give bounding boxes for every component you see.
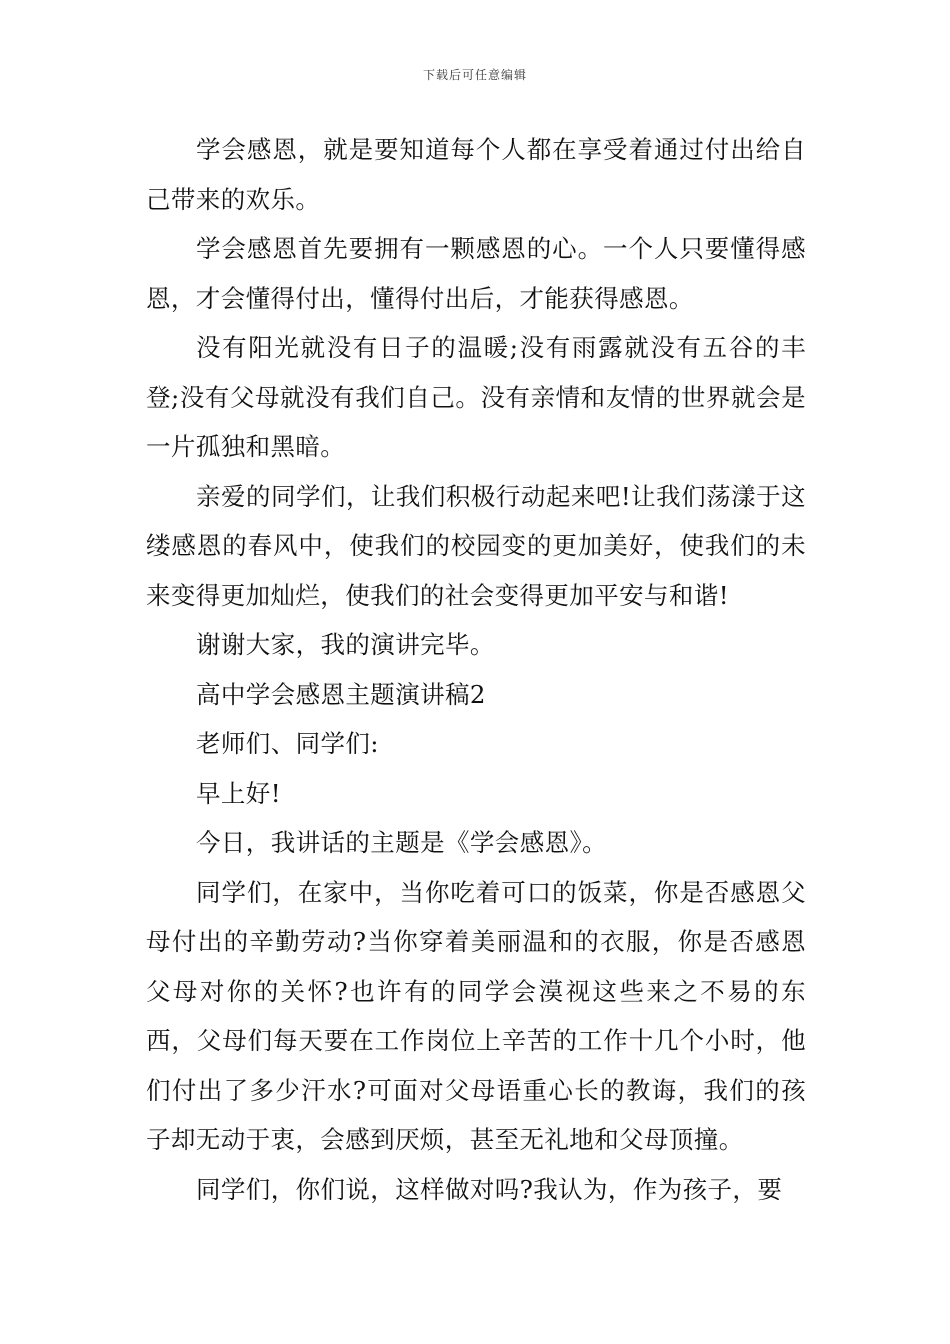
paragraph: 同学们，你们说，这样做对吗?我认为，作为孩子，要 [196,1174,783,1204]
header-note: 下载后可任意编辑 [422,68,527,82]
paragraph: 学会感恩，就是要知道每个人都在享受着通过付出给自己带来的欢乐。 [146,135,806,214]
document-body [146,125,806,1214]
paragraph: 今日，我讲话的主题是《学会感恩》。 [196,828,608,857]
paragraph: 亲爱的同学们，让我们积极行动起来吧!让我们荡漾于这缕感恩的春风中，使我们的校园变的更加美好，使我们的未来变得更加灿烂，使我们的社会变得更加平安与和谐! [146,481,806,610]
paragraph: 同学们，在家中，当你吃着可口的饭菜，你是否感恩父母付出的辛勤劳动?当你穿着美丽温和的衣服，你是否感恩父母对你的关怀?也许有的同学会漠视这些来之不易的东西，父母们每天要在工作岗位上辛苦的工作十几个小时，他们付出了多少汗水?可面对父母语重心长的教诲，我们的孩子却无动于衷，会感到厌烦，甚至无礼地和父母顶撞。 [146,877,806,1154]
salutation: 老师们、同学们: [196,729,379,758]
paragraph: 谢谢大家，我的演讲完毕。 [196,630,495,659]
greeting: 早上好! [196,778,281,808]
section-title: 高中学会感恩主题演讲稿2 [196,679,486,709]
paragraph: 学会感恩首先要拥有一颗感恩的心。一个人只要懂得感恩，才会懂得付出，懂得付出后，才能获得感恩。 [146,234,806,313]
paragraph: 没有阳光就没有日子的温暖;没有雨露就没有五谷的丰登;没有父母就没有我们自己。没有亲情和友情的世界就会是一片孤独和黑暗。 [146,333,806,461]
